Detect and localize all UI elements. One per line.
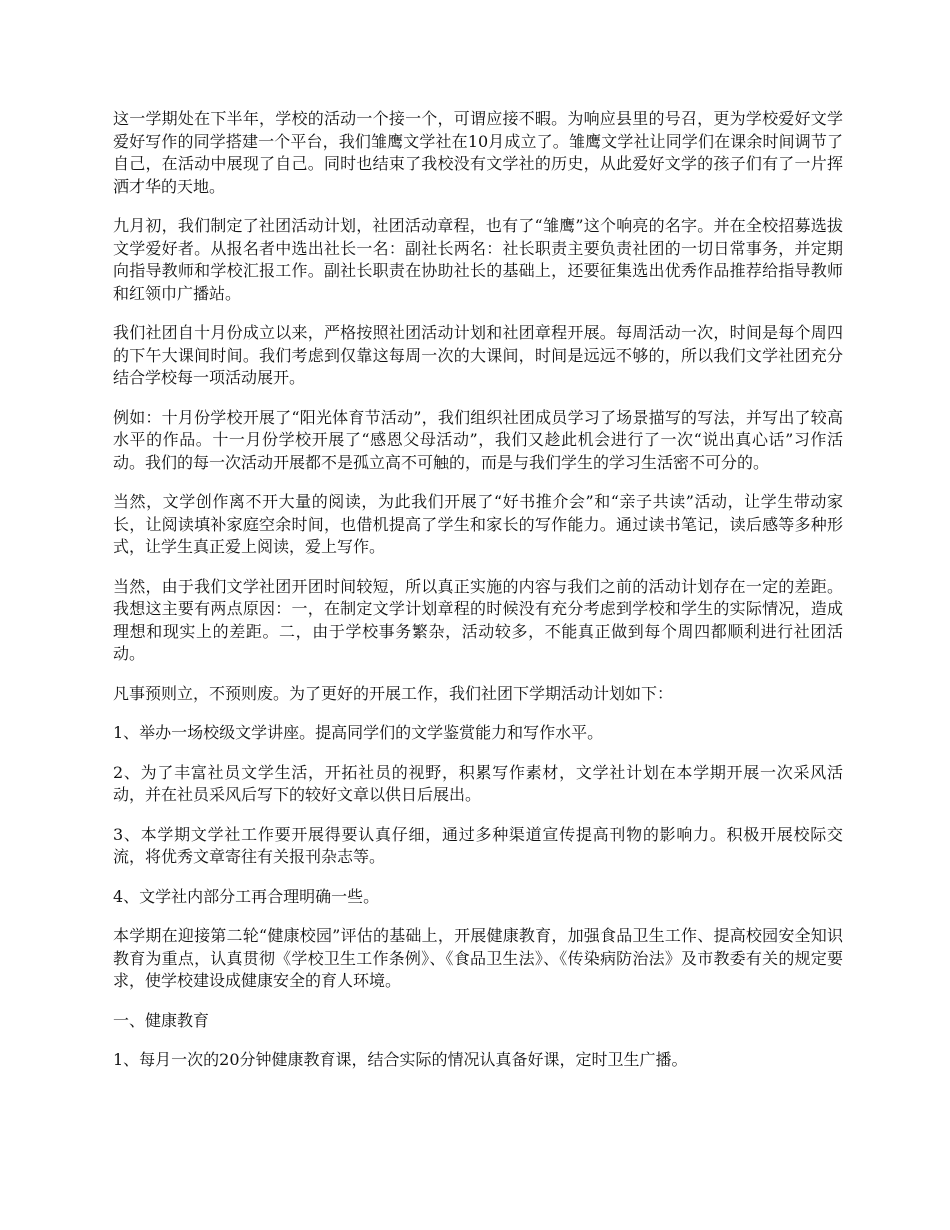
list-item-plan-3: 3、本学期文学社工作要开展得要认真仔细，通过多种渠道宣传提高刊物的影响力。积极开展校际交流，将优秀文章寄往有关报刊杂志等。	[113, 824, 843, 866]
section-heading-health-education: 一、健康教育	[113, 1010, 210, 1030]
paragraph-next-plan-intro: 凡事预则立，不预则废。为了更好的开展工作，我们社团下学期活动计划如下：	[113, 683, 674, 703]
list-item-plan-4: 4、文学社内部分工再合理明确一些。	[113, 886, 380, 906]
paragraph-health-campus: 本学期在迎接第二轮“健康校园”评估的基础上，开展健康教育，加强食品卫生工作、提高校园安全知识教育为重点，认真贯彻《学校卫生工作条例》、《食品卫生法》、《传染病防治法》及市教委有关的规定要求，使学校建设成健康安全的育人环境。	[113, 926, 843, 990]
paragraph-activity-examples: 例如：十月份学校开展了“阳光体育节活动”，我们组织社团成员学习了场景描写的写法，并写出了较高水平的作品。十一月份学校开展了“感恩父母活动”，我们又趁此机会进行了一次“说出真心话”习作活动。我们的每一次活动开展都不是孤立高不可触的，而是与我们学生的学习生活密不可分的。	[113, 407, 843, 472]
paragraph-weekly-activities: 我们社团自十月份成立以来，严格按照社团活动计划和社团章程开展。每周活动一次，时间是每个周四的下午大课间时间。我们考虑到仅靠这每周一次的大课间，时间是远远不够的，所以我们文学社团充分结合学校每一项活动展开。	[113, 323, 843, 387]
list-item-health-1: 1、每月一次的20分钟健康教育课，结合实际的情况认真备好课，定时卫生广播。	[113, 1050, 688, 1069]
paragraph-literary-club-intro: 这一学期处在下半年，学校的活动一个接一个，可谓应接不暇。为响应县里的号召，更为学校爱好文学爱好写作的同学搭建一个平台，我们雏鹰文学社在10月成立了。雏鹰文学社让同学们在课余时间调节了自己，在活动中展现了自己。同时也结束了我校没有文学社的历史，从此爱好文学的孩子们有了一片挥洒才华的天地。	[113, 109, 843, 196]
paragraph-reading-activities: 当然，文学创作离不开大量的阅读，为此我们开展了“好书推介会”和“亲子共读”活动，让学生带动家长，让阅读填补家庭空余时间，也借机提高了学生和家长的写作能力。通过读书笔记，读后感等多种形式，让学生真正爱上阅读，爱上写作。	[113, 492, 843, 556]
paragraph-september-plan: 九月初，我们制定了社团活动计划，社团活动章程，也有了“雏鹰”这个响亮的名字。并在全校招募选拔文学爱好者。从报名者中选出社长一名：副社长两名：社长职责主要负责社团的一切日常事务，并定期向指导教师和学校汇报工作。副社长职责在协助社长的基础上，还要征集选出优秀作品推荐给指导教师和红领巾广播站。	[113, 216, 843, 303]
paragraph-shortcomings: 当然，由于我们文学社团开团时间较短，所以真正实施的内容与我们之前的活动计划存在一定的差距。我想这主要有两点原因：一，在制定文学计划章程的时候没有充分考虑到学校和学生的实际情况，造成理想和现实上的差距。二，由于学校事务繁杂，活动较多，不能真正做到每个周四都顺利进行社团活动。	[113, 576, 843, 663]
list-item-plan-2: 2、为了丰富社员文学生活，开拓社员的视野，积累写作素材，文学社计划在本学期开展一次采风活动，并在社员采风后写下的较好文章以供日后展出。	[113, 762, 843, 804]
document-body	[113, 108, 843, 1089]
list-item-plan-1: 1、举办一场校级文学讲座。提高同学们的文学鉴赏能力和写作水平。	[113, 723, 604, 742]
